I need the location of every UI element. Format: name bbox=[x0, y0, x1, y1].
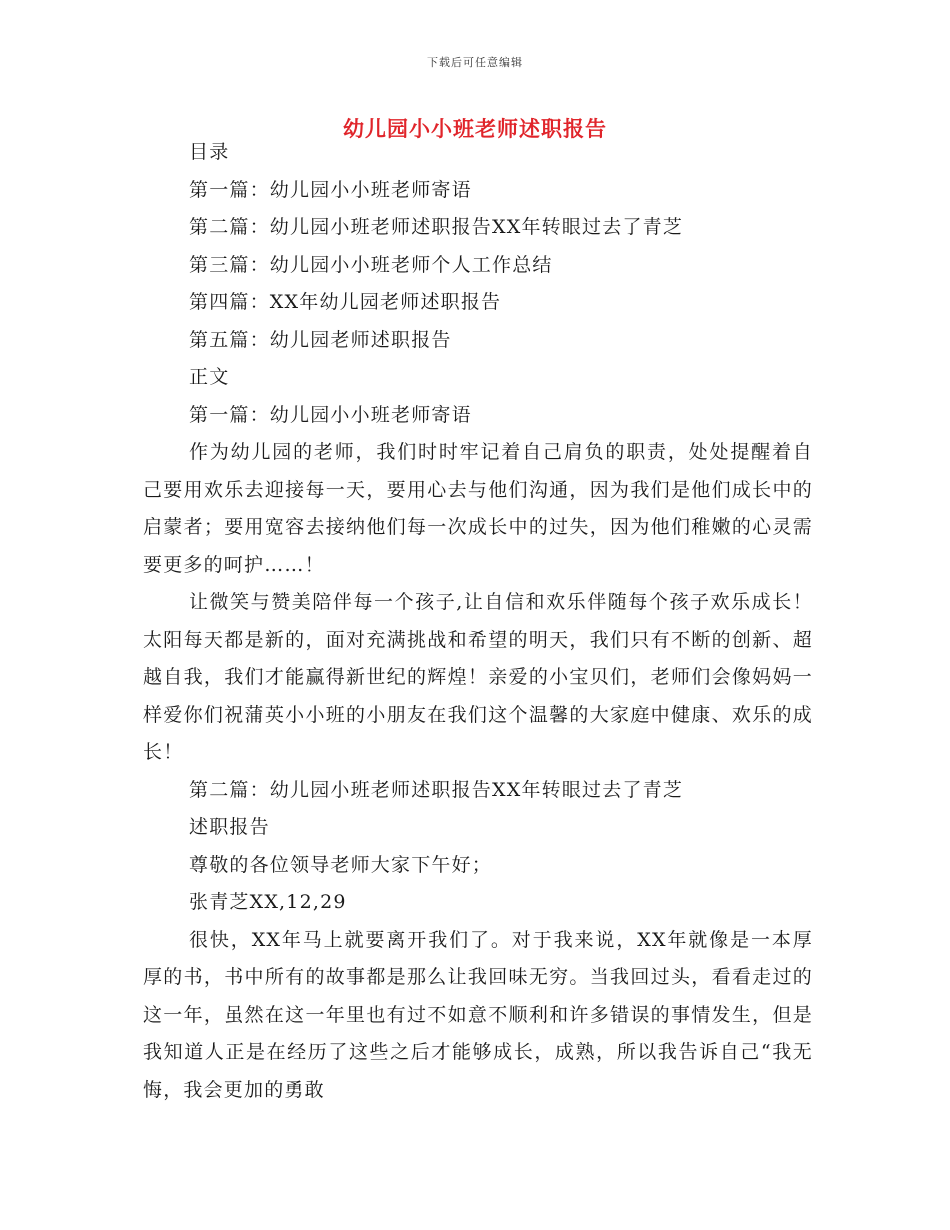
section-2-salutation: 尊敬的各位领导老师大家下午好； bbox=[189, 853, 493, 876]
toc-item-3: 第三篇：幼儿园小小班老师个人工作总结 bbox=[189, 253, 553, 276]
body-heading: 正文 bbox=[189, 366, 230, 388]
toc-item-1: 第一篇：幼儿园小小班老师寄语 bbox=[189, 178, 472, 201]
toc-item-5: 第五篇：幼儿园老师述职报告 bbox=[189, 328, 452, 351]
document-title: 幼儿园小小班老师述职报告 bbox=[343, 116, 607, 141]
section-1-paragraph-2: 让微笑与赞美陪伴每一个孩子,让自信和欢乐伴随每个孩子欢乐成长！太阳每天都是新的，面对充满挑战和希望的明天，我们只有不断的创新、超越自我，我们才能赢得新世纪的辉煌！亲爱的小宝贝们，老师们会像妈妈一样爱你们祝蒲英小小班的小朋友在我们这个温馨的大家庭中健康、欢乐的成长！ bbox=[143, 591, 813, 763]
section-2-paragraph-1: 很快，XX年马上就要离开我们了。对于我来说，XX年就像是一本厚厚的书，书中所有的故事都是那么让我回味无穷。当我回过头，看看走过的这一年，虽然在这一年里也有过不如意不顺利和许多错误的事情发生，但是我知道人正是在经历了这些之后才能够成长，成熟，所以我告诉自己“我无悔，我会更加的勇敢 bbox=[143, 928, 813, 1101]
page-header-note: 下载后可任意编辑 bbox=[427, 56, 523, 69]
section-2-author-date: 张青芝XX,12,29 bbox=[189, 891, 347, 913]
section-1-heading: 第一篇：幼儿园小小班老师寄语 bbox=[189, 403, 472, 426]
toc-heading: 目录 bbox=[189, 141, 230, 163]
toc-item-4: 第四篇：XX年幼儿园老师述职报告 bbox=[189, 291, 502, 313]
section-2-subtitle: 述职报告 bbox=[189, 816, 270, 838]
section-1-paragraph-1: 作为幼儿园的老师，我们时时牢记着自己肩负的职责，处处提醒着自己要用欢乐去迎接每一天，要用心去与他们沟通，因为我们是他们成长中的启蒙者；要用宽容去接纳他们每一次成长中的过失，因为他们稚嫩的心灵需要更多的呵护……！ bbox=[143, 441, 813, 576]
section-2-heading: 第二篇：幼儿园小班老师述职报告XX年转眼过去了青芝 bbox=[189, 778, 684, 801]
toc-item-2: 第二篇：幼儿园小班老师述职报告XX年转眼过去了青芝 bbox=[189, 216, 684, 238]
document-body bbox=[143, 134, 813, 1109]
